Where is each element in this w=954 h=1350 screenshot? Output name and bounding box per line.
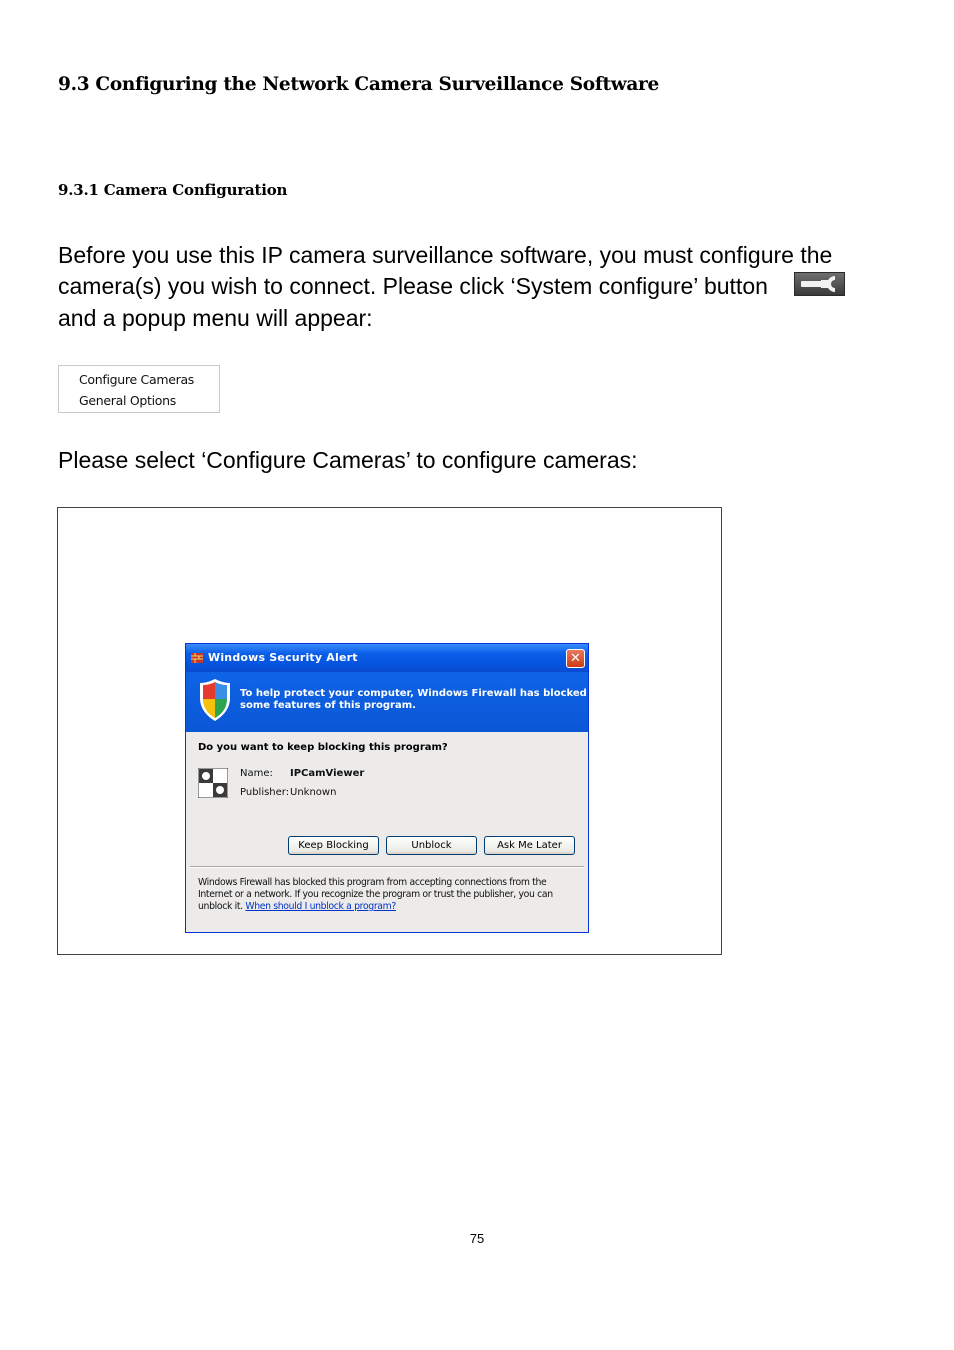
name-label: Name: xyxy=(240,768,273,779)
publisher-label: Publisher: xyxy=(240,787,290,798)
windows-security-alert-dialog xyxy=(185,643,589,933)
paragraph-2: Please select ‘Configure Cameras’ to configure cameras: xyxy=(58,447,638,473)
popup-menu xyxy=(58,365,220,413)
info-line-3 xyxy=(198,901,396,912)
shield-icon xyxy=(198,678,232,722)
firewall-icon xyxy=(190,651,204,665)
close-button[interactable]: ✕ xyxy=(566,649,585,668)
unblock-help-link[interactable]: When should I unblock a program? xyxy=(245,901,396,912)
banner-line-2: some features of this program. xyxy=(240,700,416,711)
wrench-icon xyxy=(795,273,844,295)
info-line-3-prefix: unblock it. xyxy=(198,901,243,912)
paragraph-line-1: Before you use this IP camera surveillance software, you must configure the xyxy=(58,242,833,268)
dialog-titlebar[interactable] xyxy=(186,644,588,672)
dialog-title: Windows Security Alert xyxy=(208,651,358,664)
info-line-2: Internet or a network. If you recognize the program or trust the publisher, you can xyxy=(198,889,553,900)
banner-line-1: To help protect your computer, Windows Firewall has blocked xyxy=(240,688,587,699)
menu-item-configure-cameras[interactable]: Configure Cameras xyxy=(79,372,195,387)
name-value: IPCamViewer xyxy=(290,768,365,779)
system-configure-button[interactable] xyxy=(794,272,845,296)
paragraph-line-2: camera(s) you wish to connect. Please click ‘System configure’ button xyxy=(58,273,768,299)
section-heading: 9.3 Configuring the Network Camera Surveillance Software xyxy=(58,74,659,95)
question-text: Do you want to keep blocking this program? xyxy=(198,742,448,753)
paragraph-line-3: and a popup menu will appear: xyxy=(58,305,373,331)
dialog-separator xyxy=(190,866,584,868)
subsection-heading: 9.3.1 Camera Configuration xyxy=(58,181,288,199)
unblock-button[interactable]: Unblock xyxy=(386,836,477,855)
dialog-banner xyxy=(186,672,588,732)
keep-blocking-button[interactable]: Keep Blocking xyxy=(288,836,379,855)
dialog-body xyxy=(186,732,588,932)
publisher-value: Unknown xyxy=(290,787,337,798)
menu-item-general-options[interactable]: General Options xyxy=(79,393,176,408)
page-number: 75 xyxy=(469,1231,485,1246)
program-icon xyxy=(198,768,228,798)
ask-me-later-button[interactable]: Ask Me Later xyxy=(484,836,575,855)
info-line-1: Windows Firewall has blocked this program from accepting connections from the xyxy=(198,877,547,888)
